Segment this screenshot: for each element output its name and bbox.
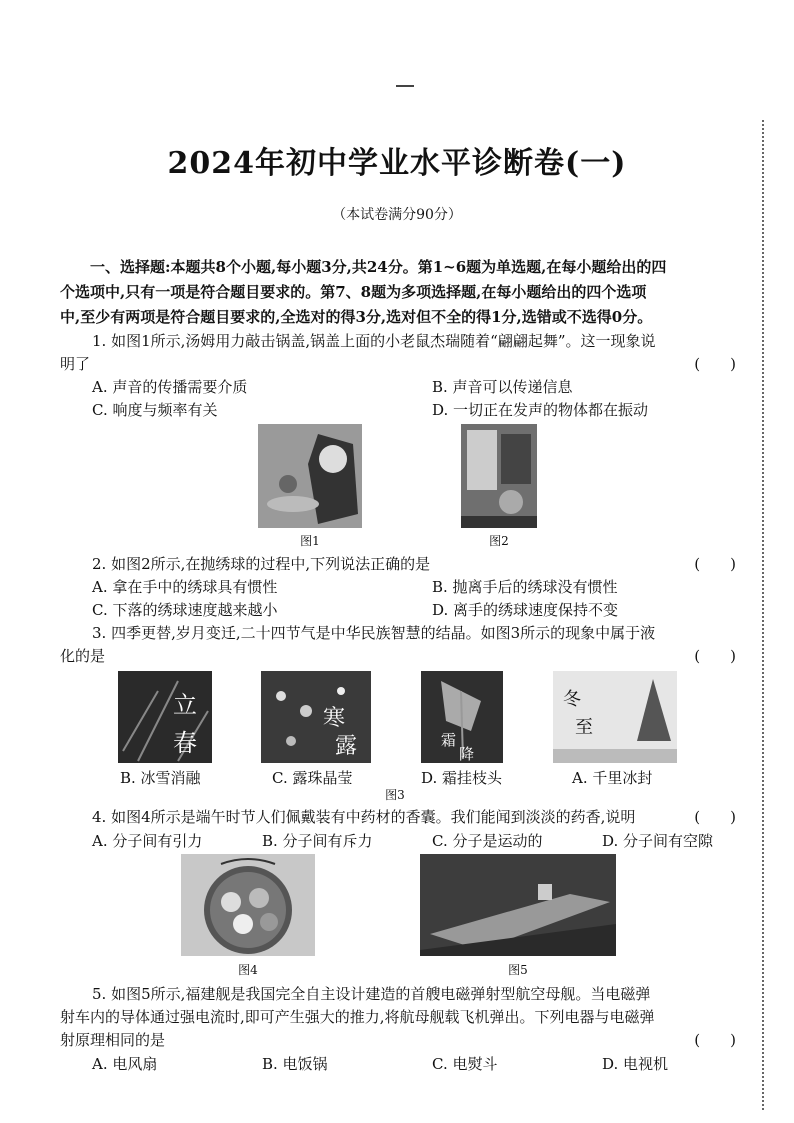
q3-option-d[interactable]: D. 霜挂枝头	[421, 769, 503, 787]
dongzhi-char-1: 冬	[563, 689, 581, 710]
q4-option-b[interactable]: B. 分子间有斥力	[262, 832, 373, 850]
figure-4-image	[181, 854, 315, 956]
figure-1-image	[258, 424, 362, 528]
q1-answer-blank[interactable]: ( )	[694, 355, 736, 373]
q3-answer-blank[interactable]: ( )	[694, 647, 736, 665]
q2-option-b[interactable]: B. 抛离手后的绣球没有惯性	[432, 578, 618, 596]
lichun-char-1: 立	[173, 691, 197, 719]
q1-stem-2: 明了	[60, 355, 91, 373]
dongzhi-char-2: 至	[575, 717, 593, 738]
q3-option-c[interactable]: C. 露珠晶莹	[272, 769, 353, 787]
q5-option-c[interactable]: C. 电熨斗	[432, 1055, 498, 1073]
q5-stem-1: 5. 如图5所示,福建舰是我国完全自主设计建造的首艘电磁弹射型航空母舰。当电磁弹	[92, 985, 651, 1003]
figure-4-caption: 图4	[238, 963, 258, 977]
q2-stem: 2. 如图2所示,在抛绣球的过程中,下列说法正确的是	[92, 555, 431, 573]
q2-option-c[interactable]: C. 下落的绣球速度越来越小	[92, 601, 278, 619]
figure-5-caption: 图5	[508, 963, 528, 977]
top-mark	[396, 85, 414, 87]
q4-answer-blank[interactable]: ( )	[694, 808, 736, 826]
q2-option-d[interactable]: D. 离手的绣球速度保持不变	[432, 601, 619, 619]
figure-2-image	[461, 424, 537, 528]
hanlu-char-2: 露	[335, 734, 358, 759]
hanlu-char-1: 寒	[323, 706, 346, 731]
q3-image-shuangjiang	[421, 671, 503, 763]
q3-image-dongzhi	[553, 671, 677, 763]
q5-option-d[interactable]: D. 电视机	[602, 1055, 669, 1073]
q1-option-c[interactable]: C. 响度与频率有关	[92, 401, 218, 419]
q1-stem-1: 1. 如图1所示,汤姆用力敲击锅盖,锅盖上面的小老鼠杰瑞随着“翩翩起舞”。这一现象说	[92, 332, 656, 350]
q5-option-b[interactable]: B. 电饭锅	[262, 1055, 328, 1073]
q3-image-hanlu	[261, 671, 371, 763]
shuangjiang-char-1: 霜	[441, 731, 457, 749]
q5-option-a[interactable]: A. 电风扇	[92, 1055, 158, 1073]
page-title: 2024年初中学业水平诊断卷(一)	[167, 146, 627, 181]
figure-2-caption: 图2	[489, 534, 509, 548]
q1-option-a[interactable]: A. 声音的传播需要介质	[92, 378, 248, 396]
q3-image-lichun	[118, 671, 212, 763]
q5-stem-2: 射车内的导体通过强电流时,即可产生强大的推力,将航母舰载飞机弹出。下列电器与电磁弹	[60, 1008, 655, 1026]
figure-5-image	[420, 854, 616, 956]
q5-answer-blank[interactable]: ( )	[694, 1031, 736, 1049]
q2-answer-blank[interactable]: ( )	[694, 555, 736, 573]
q4-option-a[interactable]: A. 分子间有引力	[92, 832, 203, 850]
section-instructions-3: 中,至少有两项是符合题目要求的,全选对的得3分,选对但不全的得1分,选错或不选得0分。	[60, 308, 653, 326]
page-subtitle: （本试卷满分90分）	[332, 207, 462, 223]
q3-stem-2: 化的是	[60, 647, 106, 665]
q4-option-c[interactable]: C. 分子是运动的	[432, 832, 543, 850]
q3-option-b[interactable]: B. 冰雪消融	[120, 769, 201, 787]
q1-option-b[interactable]: B. 声音可以传递信息	[432, 378, 573, 396]
section-instructions-2: 个选项中,只有一项是符合题目要求的。第7、8题为多项选择题,在每小题给出的四个选项	[60, 283, 647, 301]
figure-1-caption: 图1	[300, 534, 320, 548]
q1-option-d[interactable]: D. 一切正在发声的物体都在振动	[432, 401, 649, 419]
q2-option-a[interactable]: A. 拿在手中的绣球具有惯性	[92, 578, 278, 596]
q4-stem: 4. 如图4所示是端午时节人们佩戴装有中药材的香囊。我们能闻到淡淡的药香,说明	[92, 808, 636, 826]
section-instructions-1: 一、选择题:本题共8个小题,每小题3分,共24分。第1~6题为单选题,在每小题给出的四	[90, 258, 667, 276]
q5-stem-3: 射原理相同的是	[60, 1031, 166, 1049]
figure-3-caption: 图3	[385, 788, 405, 802]
shuangjiang-char-2: 降	[459, 745, 475, 763]
lichun-char-2: 春	[173, 729, 197, 757]
q3-option-a[interactable]: A. 千里冰封	[572, 769, 653, 787]
q3-stem-1: 3. 四季更替,岁月变迁,二十四节气是中华民族智慧的结晶。如图3所示的现象中属于液	[92, 624, 656, 642]
q4-option-d[interactable]: D. 分子间有空隙	[602, 832, 714, 850]
